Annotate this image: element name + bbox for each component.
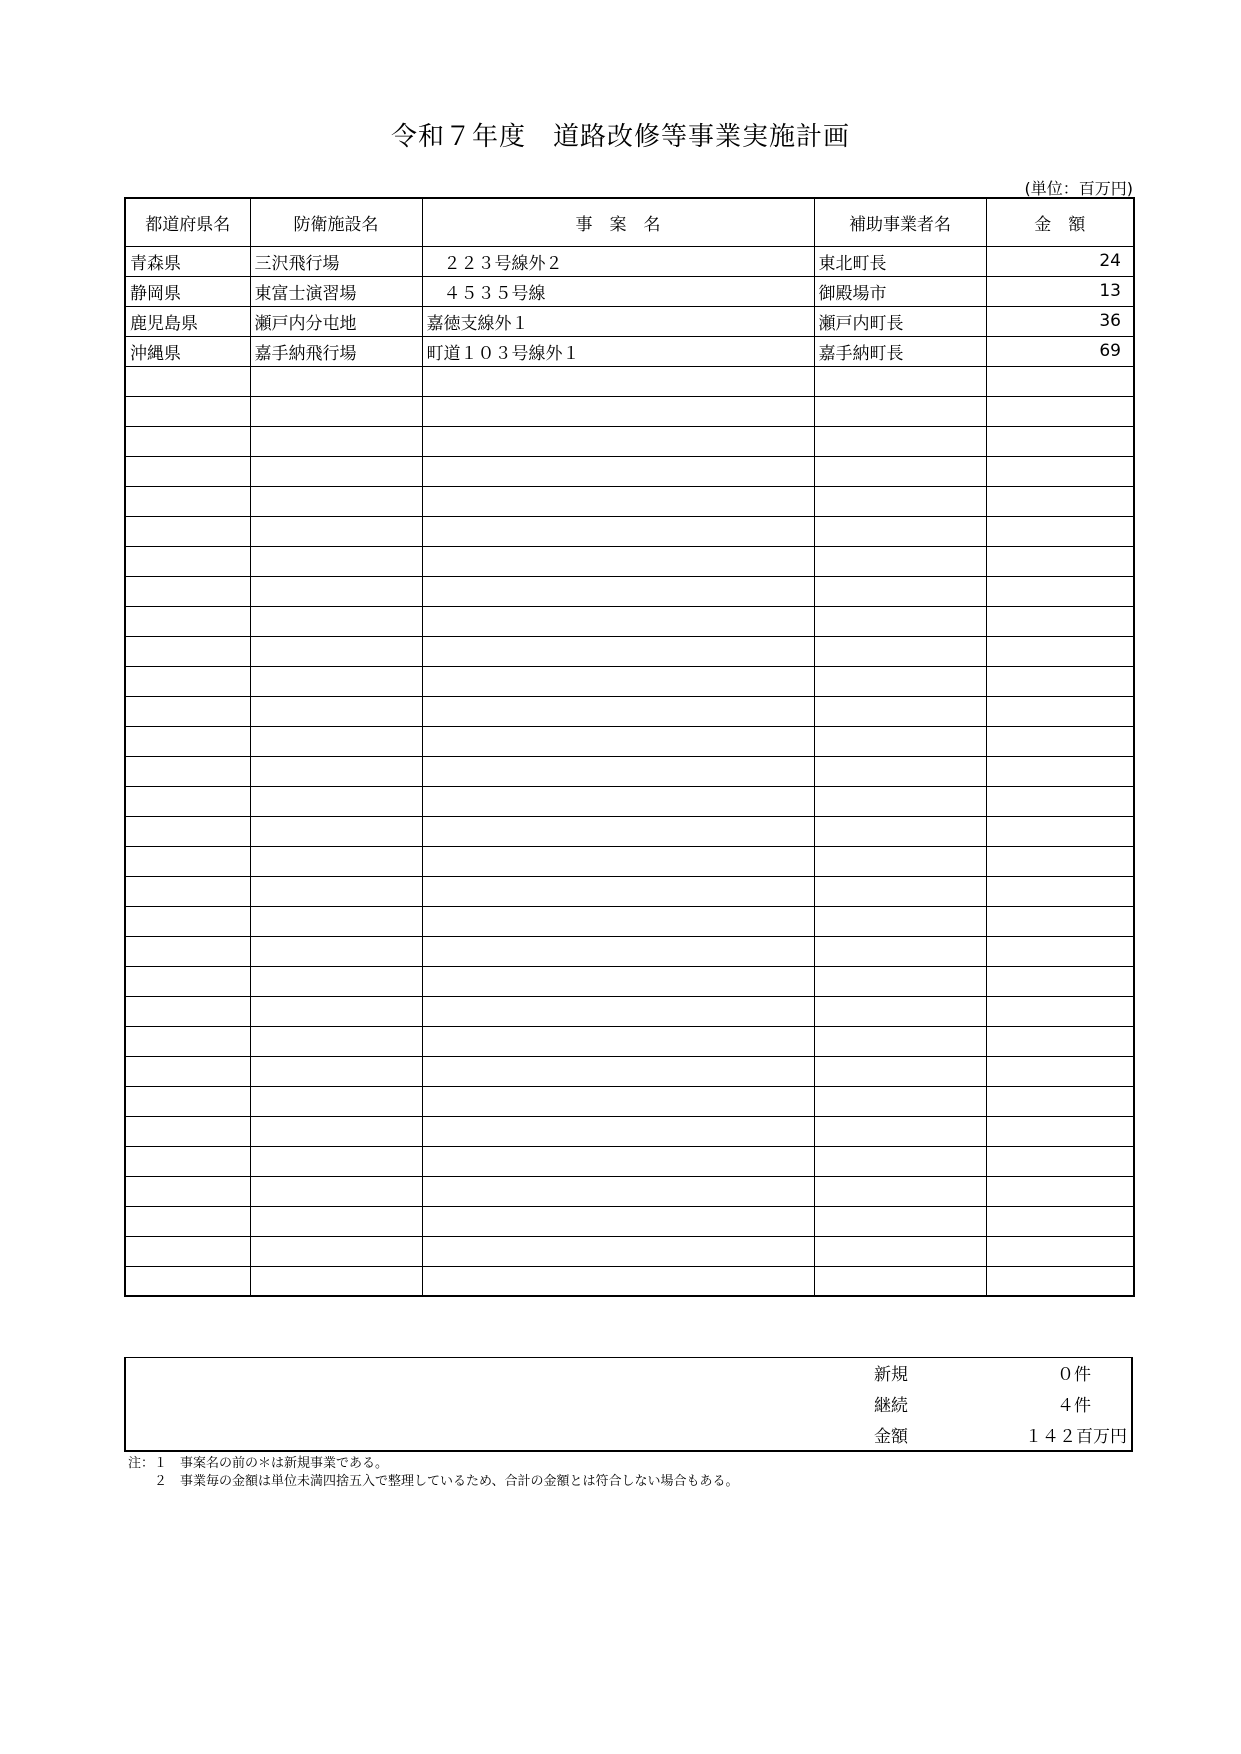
cell-project xyxy=(422,726,814,756)
cell-facility xyxy=(250,456,422,486)
cell-amount xyxy=(986,1056,1134,1086)
empty-table-row xyxy=(125,1236,1134,1266)
cell-prefecture xyxy=(125,426,250,456)
cell-prefecture xyxy=(125,1266,250,1296)
empty-table-row xyxy=(125,756,1134,786)
cell-organization: 御殿場市 xyxy=(814,276,986,306)
cell-facility xyxy=(250,996,422,1026)
cell-organization xyxy=(814,786,986,816)
empty-table-row xyxy=(125,816,1134,846)
cell-amount: 24 xyxy=(986,246,1134,276)
summary-total-label: 金額 xyxy=(874,1427,908,1447)
page-title: 令和７年度 道路改修等事業実施計画 xyxy=(390,122,850,152)
cell-prefecture xyxy=(125,846,250,876)
cell-amount xyxy=(986,726,1134,756)
cell-facility xyxy=(250,936,422,966)
cell-facility xyxy=(250,1146,422,1176)
cell-facility: 三沢飛行場 xyxy=(250,246,422,276)
summary-new-row xyxy=(126,1360,1131,1390)
cell-project xyxy=(422,426,814,456)
cell-prefecture xyxy=(125,696,250,726)
cell-amount xyxy=(986,936,1134,966)
cell-organization xyxy=(814,1056,986,1086)
summary-continuing-label: 継続 xyxy=(874,1396,908,1416)
cell-organization xyxy=(814,516,986,546)
empty-table-row xyxy=(125,906,1134,936)
cell-facility xyxy=(250,1086,422,1116)
cell-project xyxy=(422,1236,814,1266)
cell-organization xyxy=(814,1086,986,1116)
cell-prefecture xyxy=(125,996,250,1026)
cell-amount xyxy=(986,876,1134,906)
empty-table-row xyxy=(125,1206,1134,1236)
cell-prefecture xyxy=(125,756,250,786)
cell-prefecture xyxy=(125,546,250,576)
empty-table-row xyxy=(125,696,1134,726)
summary-new-label: 新規 xyxy=(874,1365,908,1385)
cell-project xyxy=(422,1176,814,1206)
cell-amount xyxy=(986,366,1134,396)
empty-table-row xyxy=(125,426,1134,456)
cell-amount xyxy=(986,906,1134,936)
cell-facility xyxy=(250,546,422,576)
cell-facility: 嘉手納飛行場 xyxy=(250,336,422,366)
cell-prefecture xyxy=(125,1176,250,1206)
cell-facility xyxy=(250,1056,422,1086)
cell-amount xyxy=(986,1116,1134,1146)
summary-continuing-value: ４件 xyxy=(1057,1396,1091,1416)
empty-table-row xyxy=(125,1176,1134,1206)
cell-facility xyxy=(250,1266,422,1296)
cell-project xyxy=(422,936,814,966)
cell-amount xyxy=(986,666,1134,696)
cell-amount xyxy=(986,756,1134,786)
cell-facility: 瀬戸内分屯地 xyxy=(250,306,422,336)
cell-project xyxy=(422,1026,814,1056)
cell-organization xyxy=(814,576,986,606)
cell-prefecture xyxy=(125,486,250,516)
cell-facility xyxy=(250,876,422,906)
cell-prefecture xyxy=(125,636,250,666)
cell-amount xyxy=(986,696,1134,726)
cell-prefecture xyxy=(125,1236,250,1266)
cell-prefecture: 静岡県 xyxy=(125,276,250,306)
cell-organization xyxy=(814,876,986,906)
cell-organization xyxy=(814,1236,986,1266)
cell-facility xyxy=(250,366,422,396)
empty-table-row xyxy=(125,936,1134,966)
cell-project: ４５３５号線 xyxy=(422,276,814,306)
cell-amount xyxy=(986,636,1134,666)
cell-prefecture xyxy=(125,1116,250,1146)
cell-amount xyxy=(986,1266,1134,1296)
cell-facility xyxy=(250,966,422,996)
cell-amount: 13 xyxy=(986,276,1134,306)
cell-project xyxy=(422,1146,814,1176)
cell-prefecture: 鹿児島県 xyxy=(125,306,250,336)
cell-facility xyxy=(250,1116,422,1146)
cell-organization xyxy=(814,756,986,786)
cell-prefecture: 沖縄県 xyxy=(125,336,250,366)
cell-prefecture xyxy=(125,516,250,546)
cell-amount xyxy=(986,426,1134,456)
empty-table-row xyxy=(125,606,1134,636)
empty-table-row xyxy=(125,1026,1134,1056)
cell-organization xyxy=(814,696,986,726)
cell-organization xyxy=(814,966,986,996)
summary-continuing-row xyxy=(126,1391,1131,1421)
cell-project: 嘉徳支線外１ xyxy=(422,306,814,336)
cell-facility xyxy=(250,1206,422,1236)
empty-table-row xyxy=(125,846,1134,876)
cell-amount xyxy=(986,546,1134,576)
cell-project xyxy=(422,1116,814,1146)
cell-organization xyxy=(814,666,986,696)
cell-project xyxy=(422,1086,814,1116)
cell-project xyxy=(422,1056,814,1086)
cell-project xyxy=(422,906,814,936)
cell-organization xyxy=(814,636,986,666)
cell-project: ２２３号線外２ xyxy=(422,246,814,276)
cell-organization xyxy=(814,486,986,516)
cell-facility xyxy=(250,516,422,546)
table-header-row xyxy=(125,198,1134,246)
empty-table-row xyxy=(125,576,1134,606)
summary-new-value: ０件 xyxy=(1057,1365,1091,1385)
cell-prefecture xyxy=(125,666,250,696)
cell-prefecture xyxy=(125,1056,250,1086)
table-row xyxy=(125,276,1134,306)
header-amount: 金 額 xyxy=(986,198,1134,246)
header-project: 事 案 名 xyxy=(422,198,814,246)
cell-project xyxy=(422,606,814,636)
plan-table xyxy=(124,197,1135,1297)
cell-amount xyxy=(986,996,1134,1026)
empty-table-row xyxy=(125,636,1134,666)
cell-prefecture xyxy=(125,816,250,846)
cell-organization xyxy=(814,426,986,456)
empty-table-row xyxy=(125,1056,1134,1086)
cell-amount: 69 xyxy=(986,336,1134,366)
cell-project xyxy=(422,1266,814,1296)
empty-table-row xyxy=(125,876,1134,906)
cell-project xyxy=(422,786,814,816)
empty-table-row xyxy=(125,546,1134,576)
cell-amount xyxy=(986,1086,1134,1116)
cell-amount: 36 xyxy=(986,306,1134,336)
cell-organization xyxy=(814,906,986,936)
cell-project xyxy=(422,696,814,726)
header-organization: 補助事業者名 xyxy=(814,198,986,246)
cell-amount xyxy=(986,396,1134,426)
table-row xyxy=(125,336,1134,366)
cell-organization xyxy=(814,1026,986,1056)
cell-amount xyxy=(986,966,1134,996)
cell-project xyxy=(422,516,814,546)
cell-organization xyxy=(814,1116,986,1146)
empty-table-row xyxy=(125,666,1134,696)
cell-amount xyxy=(986,1026,1134,1056)
empty-table-row xyxy=(125,1086,1134,1116)
cell-organization: 嘉手納町長 xyxy=(814,336,986,366)
cell-project xyxy=(422,366,814,396)
cell-project xyxy=(422,636,814,666)
note-1: 注：１ 事案名の前の＊は新規事業である。 xyxy=(128,1456,389,1471)
cell-facility xyxy=(250,576,422,606)
empty-table-row xyxy=(125,786,1134,816)
cell-organization xyxy=(814,366,986,396)
header-facility: 防衛施設名 xyxy=(250,198,422,246)
cell-organization xyxy=(814,816,986,846)
cell-prefecture xyxy=(125,396,250,426)
summary-box xyxy=(124,1357,1133,1452)
cell-prefecture xyxy=(125,576,250,606)
cell-project xyxy=(422,816,814,846)
table-row xyxy=(125,246,1134,276)
cell-organization: 瀬戸内町長 xyxy=(814,306,986,336)
cell-prefecture xyxy=(125,876,250,906)
cell-prefecture xyxy=(125,1206,250,1236)
cell-amount xyxy=(986,456,1134,486)
cell-organization xyxy=(814,606,986,636)
cell-project xyxy=(422,456,814,486)
cell-facility: 東富士演習場 xyxy=(250,276,422,306)
cell-facility xyxy=(250,846,422,876)
cell-prefecture xyxy=(125,606,250,636)
cell-amount xyxy=(986,516,1134,546)
cell-organization xyxy=(814,1146,986,1176)
cell-project xyxy=(422,756,814,786)
empty-table-row xyxy=(125,966,1134,996)
cell-organization xyxy=(814,1266,986,1296)
cell-project xyxy=(422,546,814,576)
cell-amount xyxy=(986,1236,1134,1266)
cell-organization: 東北町長 xyxy=(814,246,986,276)
cell-organization xyxy=(814,396,986,426)
cell-prefecture xyxy=(125,366,250,396)
cell-project: 町道１０３号線外１ xyxy=(422,336,814,366)
cell-facility xyxy=(250,1176,422,1206)
cell-facility xyxy=(250,696,422,726)
empty-table-row xyxy=(125,726,1134,756)
cell-organization xyxy=(814,546,986,576)
cell-prefecture xyxy=(125,726,250,756)
empty-table-row xyxy=(125,456,1134,486)
cell-organization xyxy=(814,846,986,876)
note-2: ２ 事業毎の金額は単位未満四捨五入で整理しているため、合計の金額とは符合しない場合もある。 xyxy=(128,1474,739,1489)
empty-table-row xyxy=(125,516,1134,546)
cell-project xyxy=(422,996,814,1026)
empty-table-row xyxy=(125,996,1134,1026)
cell-facility xyxy=(250,606,422,636)
cell-organization xyxy=(814,996,986,1026)
cell-project xyxy=(422,576,814,606)
cell-project xyxy=(422,486,814,516)
cell-project xyxy=(422,876,814,906)
summary-total-row xyxy=(126,1422,1131,1452)
cell-prefecture xyxy=(125,1086,250,1116)
cell-facility xyxy=(250,1026,422,1056)
cell-organization xyxy=(814,726,986,756)
notes xyxy=(128,1455,738,1491)
cell-project xyxy=(422,666,814,696)
table-row xyxy=(125,306,1134,336)
cell-prefecture xyxy=(125,936,250,966)
cell-facility xyxy=(250,786,422,816)
cell-prefecture xyxy=(125,456,250,486)
cell-facility xyxy=(250,906,422,936)
cell-amount xyxy=(986,486,1134,516)
cell-facility xyxy=(250,636,422,666)
cell-prefecture xyxy=(125,966,250,996)
cell-facility xyxy=(250,816,422,846)
cell-facility xyxy=(250,756,422,786)
cell-amount xyxy=(986,846,1134,876)
empty-table-row xyxy=(125,486,1134,516)
cell-facility xyxy=(250,396,422,426)
header-prefecture: 都道府県名 xyxy=(125,198,250,246)
cell-amount xyxy=(986,786,1134,816)
cell-prefecture xyxy=(125,906,250,936)
cell-prefecture: 青森県 xyxy=(125,246,250,276)
cell-project xyxy=(422,966,814,996)
cell-organization xyxy=(814,456,986,486)
cell-organization xyxy=(814,936,986,966)
cell-facility xyxy=(250,666,422,696)
empty-table-row xyxy=(125,1266,1134,1296)
cell-facility xyxy=(250,486,422,516)
cell-organization xyxy=(814,1176,986,1206)
summary-total-value: １４２百万円 xyxy=(1025,1427,1127,1447)
cell-amount xyxy=(986,576,1134,606)
empty-table-row xyxy=(125,396,1134,426)
empty-table-row xyxy=(125,1146,1134,1176)
empty-table-row xyxy=(125,1116,1134,1146)
cell-amount xyxy=(986,1146,1134,1176)
cell-amount xyxy=(986,606,1134,636)
cell-project xyxy=(422,1206,814,1236)
cell-prefecture xyxy=(125,786,250,816)
cell-facility xyxy=(250,426,422,456)
cell-organization xyxy=(814,1206,986,1236)
cell-amount xyxy=(986,816,1134,846)
cell-amount xyxy=(986,1206,1134,1236)
cell-facility xyxy=(250,1236,422,1266)
empty-table-row xyxy=(125,366,1134,396)
cell-facility xyxy=(250,726,422,756)
cell-project xyxy=(422,846,814,876)
cell-prefecture xyxy=(125,1026,250,1056)
cell-project xyxy=(422,396,814,426)
cell-amount xyxy=(986,1176,1134,1206)
unit-label: (単位：百万円) xyxy=(1024,179,1133,198)
cell-prefecture xyxy=(125,1146,250,1176)
